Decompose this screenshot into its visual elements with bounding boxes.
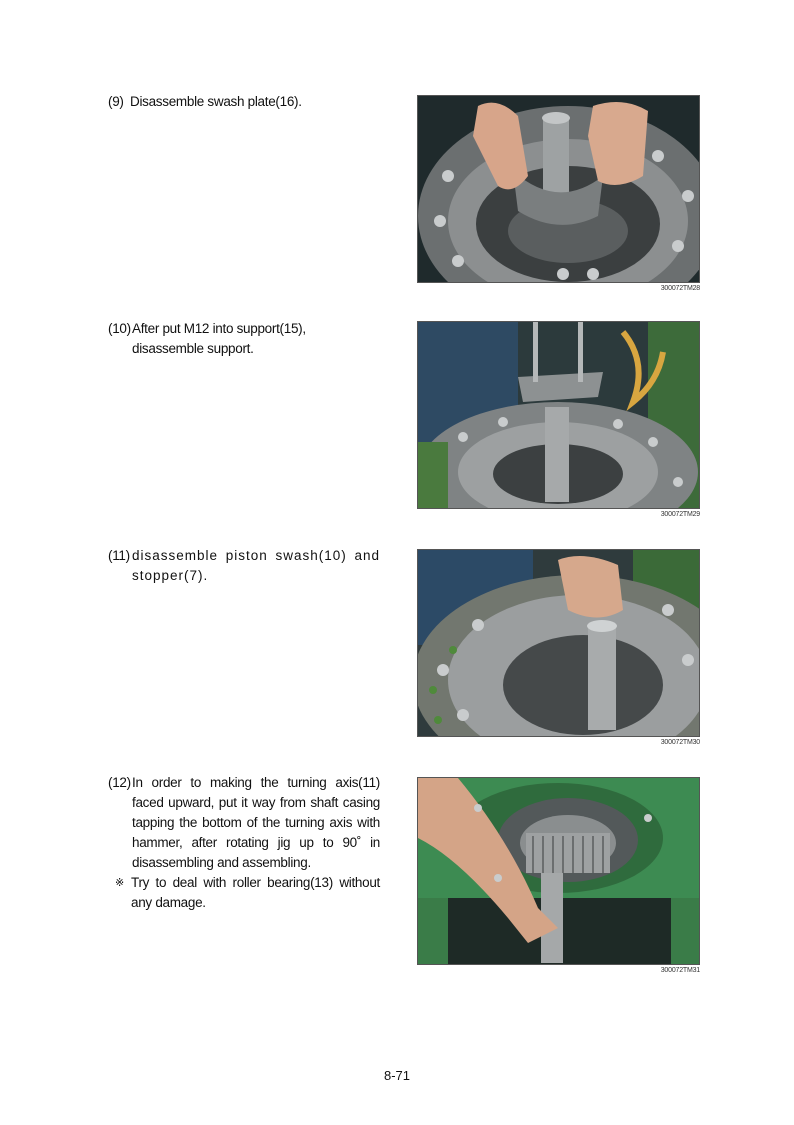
photo-swash-plate bbox=[417, 95, 700, 283]
step-text: Disassemble swash plate(16). bbox=[130, 94, 302, 109]
step-10 bbox=[108, 319, 380, 359]
step-number: (10) bbox=[108, 321, 131, 336]
step-number: (12) bbox=[108, 775, 131, 790]
step-text: In order to making the turning axis(11) faced upward, put it way from shaft casing tapping the bottom of the turning axis with hammer, after rotating jig up to 90˚ in disassembling and assembling. bbox=[132, 775, 380, 870]
image-caption: 300072TM29 bbox=[660, 511, 700, 518]
step-text: After put M12 into support(15), disassemble support. bbox=[132, 321, 306, 356]
step-9 bbox=[108, 92, 380, 112]
photo-piston-swash bbox=[417, 549, 700, 737]
image-caption: 300072TM30 bbox=[660, 739, 700, 746]
step-12 bbox=[108, 773, 380, 913]
note-text: Try to deal with roller bearing(13) without any damage. bbox=[131, 875, 380, 910]
note-mark: ※ bbox=[115, 877, 124, 889]
page-number: 8-71 bbox=[383, 1068, 411, 1083]
step-number: (11) bbox=[108, 548, 130, 563]
photo-support bbox=[417, 321, 700, 509]
caution-note bbox=[108, 873, 380, 913]
step-text: disassemble piston swash(10) and stopper(7). bbox=[132, 548, 380, 583]
image-caption: 300072TM31 bbox=[660, 967, 700, 974]
image-caption: 300072TM28 bbox=[660, 285, 700, 292]
step-number: (9) bbox=[108, 94, 124, 109]
photo-turning-axis bbox=[417, 777, 700, 965]
step-11 bbox=[108, 546, 380, 586]
